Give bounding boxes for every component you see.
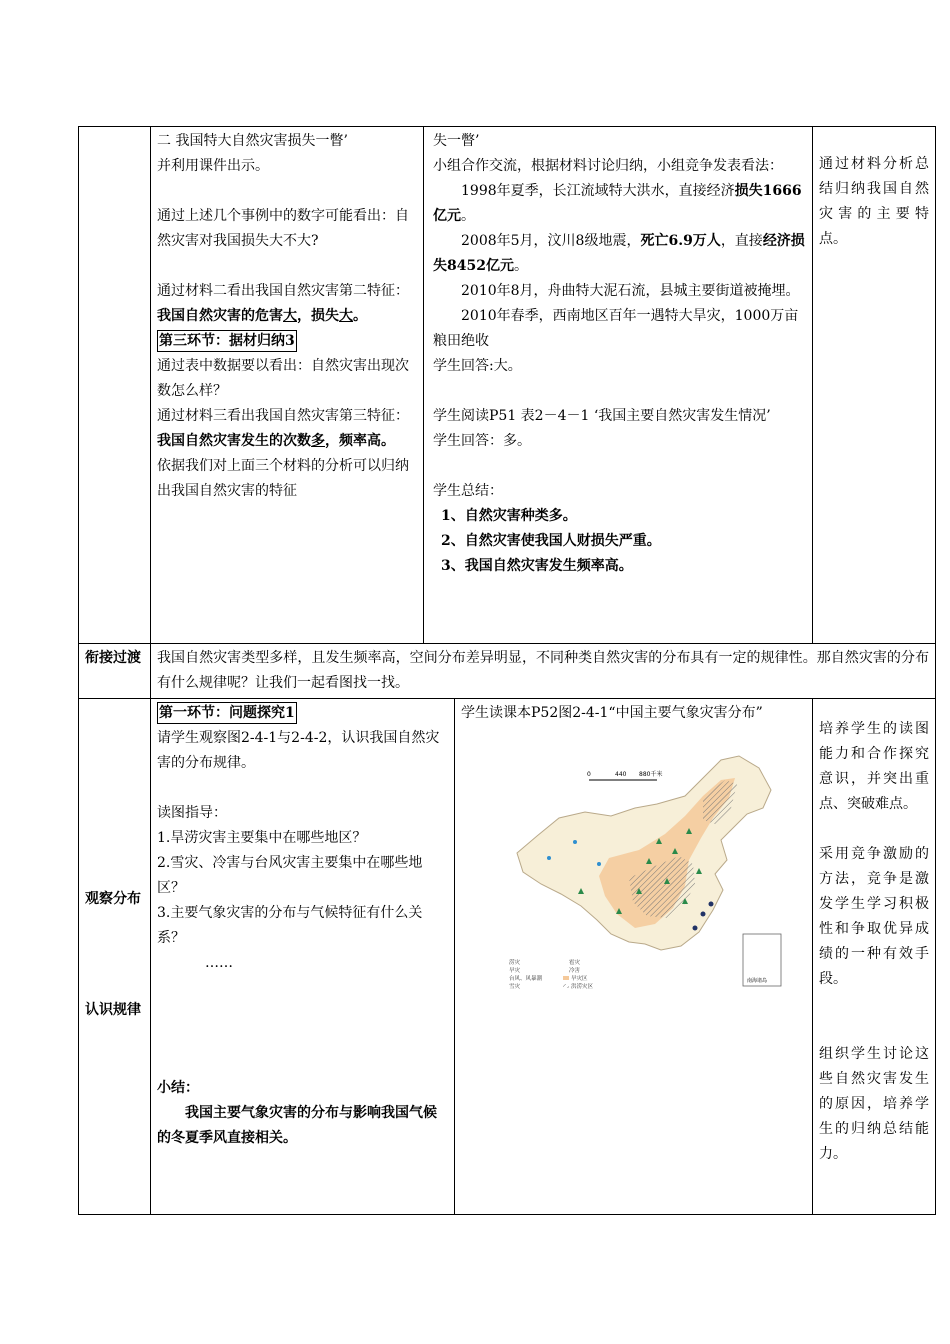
row-characteristics bbox=[79, 127, 936, 644]
stage-transition: 衔接过渡 bbox=[79, 644, 151, 699]
row-distribution bbox=[79, 699, 936, 1215]
stage-recognize: 认识规律 bbox=[85, 1002, 141, 1018]
svg-text:洪涝灾区: 洪涝灾区 bbox=[571, 984, 594, 990]
section-heading-1: 第一环节：问题探究1 bbox=[157, 702, 297, 724]
design-intent-cell: 通过材料分析总结归纳我国自然灾害的主要特点。 bbox=[813, 127, 936, 644]
scale-0: 0 bbox=[587, 771, 591, 778]
teacher-activity-cell: 二 我国特大自然灾害损失一瞥’ 并利用课件出示。 通过上述几个事例中的数字可能看出：自然灾害对我国损失大不大? 通过材料二看出我国自然灾害第二特征： 我国自然灾害的危害大，损失大。 第三环节：据材归纳3 通过表中数据要以看出：自然灾害出现次数怎么样？ 通过材料三看出我国自然灾害第三特征： 我国自然灾害发生的次数多，频率高。 依据我们对上面三个材料的分析可以归纳出我国自然灾害的特征 bbox=[151, 127, 424, 644]
section-heading-3: 第三环节：据材归纳3 bbox=[157, 330, 297, 352]
map-legend bbox=[509, 958, 594, 990]
lesson-table bbox=[78, 126, 936, 1215]
svg-text:旱灾区: 旱灾区 bbox=[571, 976, 588, 982]
design-intent-cell-2: 培养学生的读图能力和合作探究意识，并突出重点、突破难点。 采用竞争激励的方法，竞争是激发学生学习积极性和争取优异成绩的一种有效手段。 组织学生讨论这些自然灾害发生的原因，培养学生的归纳总结能力。 bbox=[813, 699, 936, 1215]
example-flood: 1998年夏季，长江流域特大洪水，直接经济损失1666亿元。 bbox=[433, 183, 802, 224]
scale-880: 880千米 bbox=[639, 771, 663, 778]
svg-text:涝灾: 涝灾 bbox=[509, 960, 521, 966]
scale-440: 440 bbox=[615, 771, 627, 778]
stage-observe: 观察分布 bbox=[85, 891, 141, 907]
example-earthquake: 2008年5月，汶川8级地震，死亡6.9万人，直接经济损失8452亿元。 bbox=[433, 233, 805, 274]
svg-text:冷害: 冷害 bbox=[569, 968, 581, 974]
svg-text:南海诸岛: 南海诸岛 bbox=[747, 978, 768, 984]
svg-text:雹灾: 雹灾 bbox=[569, 960, 581, 966]
weather-disaster-map bbox=[489, 738, 789, 1008]
svg-text:旱灾: 旱灾 bbox=[509, 968, 521, 974]
feature-three: 我国自然灾害发生的次数多，频率高。 bbox=[157, 433, 395, 449]
transition-text: 我国自然灾害类型多样，且发生频率高，空间分布差异明显，不同种类自然灾害的分布具有一定的规律性。那自然灾害的分布有什么规律呢？让我们一起看图找一找。 bbox=[151, 644, 936, 699]
stage-cell-empty bbox=[79, 127, 151, 644]
stage-distribution-cell bbox=[79, 699, 151, 1215]
teacher-activity-cell-2: 第一环节：问题探究1 请学生观察图2-4-1与2-4-2，认识我国自然灾害的分布规律。 读图指导： 1.旱涝灾害主要集中在哪些地区？ 2.雪灾、冷害与台风灾害主要集中在哪些地区？ 3.主要气象灾害的分布与气候特征有什么关系？ …… 小结： 我国主要气象灾害的分布与影响我国气候的冬夏季风直接相关。 bbox=[151, 699, 455, 1215]
svg-text:雪灾: 雪灾 bbox=[509, 984, 521, 990]
svg-text:台风、风暴潮: 台风、风暴潮 bbox=[509, 976, 543, 982]
student-activity-cell: 失一瞥’ 小组合作交流，根据材料讨论归纳，小组竞争发表看法： 1998年夏季，长江流域特大洪水，直接经济损失1666亿元。 2008年5月，汶川8级地震，死亡6.9万人，直接经济损失8452亿元。 2010年8月，舟曲特大泥石流，县城主要街道被掩埋。 2010年春季，西南地区百年一遇特大旱灾，1000万亩粮田绝收 学生回答:大。 学生阅读P51 表2－4－1 ‘我国主要自然灾害发生情况’ 学生回答：多。 学生总结： 1、自然灾害种类多。 2、自然灾害使我国人财损失严重。 3、我国自然灾害发生频率高。 bbox=[424, 127, 813, 644]
student-activity-cell-2: 学生读课本P52图2-4-1“中国主要气象灾害分布” 0 440 880千米 南海诸岛 涝灾 旱灾 台风、风暴潮 雪灾 雹灾 冷害 旱灾区 洪涝灾区 bbox=[455, 699, 813, 1215]
feature-two: 我国自然灾害的危害大，损失大。 bbox=[157, 308, 367, 324]
row-transition bbox=[79, 644, 936, 699]
